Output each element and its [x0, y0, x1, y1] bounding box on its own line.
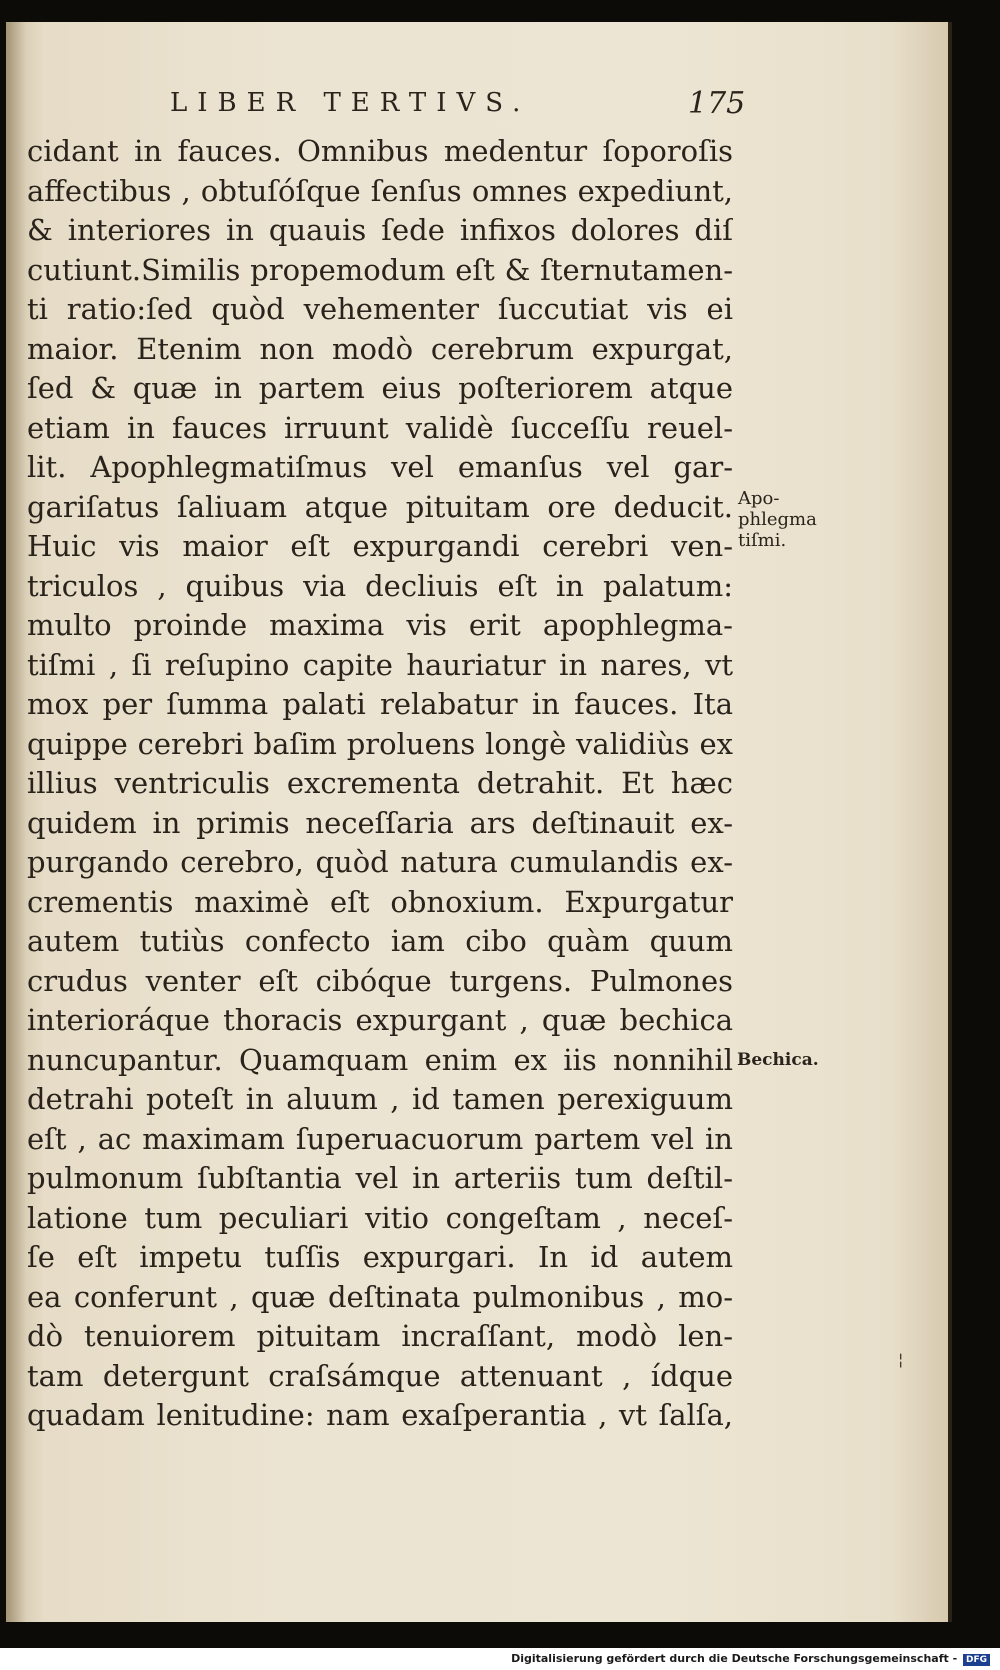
text-line: lit. Apophlegmatiſmus vel emanſus vel gar- — [27, 450, 733, 484]
dfg-logo-badge: DFG — [963, 1654, 990, 1666]
text-line: etiam in fauces irruunt validè ſucceſſu reuel- — [27, 410, 733, 445]
text-line: cidant in fauces. Omnibus medentur ſoporoſis — [27, 134, 733, 168]
text-line: dò tenuiorem pituitam incraſſant, modò len- — [27, 1319, 733, 1353]
text-line: nuncupantur. Quamquam enim ex iis nonnihil — [27, 1042, 733, 1077]
text-line: crudus venter eſt cibóque turgens. Pulmones — [27, 963, 733, 998]
text-line: multo proinde maxima vis erit apophlegma- — [27, 608, 733, 642]
text-line: Huic vis maior eſt expurgandi cerebri ven- — [27, 529, 733, 563]
footer-credit: Digitalisierung gefördert durch die Deutsche Forschungsgemeinschaft - — [511, 1652, 958, 1665]
text-line: quidem in primis neceſſaria ars deſtinauit ex- — [27, 805, 733, 840]
page-number: 175 — [688, 86, 746, 121]
text-line: interioráque thoracis expurgant , quæ bechica — [27, 1003, 733, 1037]
page-gutter-shadow — [6, 22, 26, 1622]
text-line: tiſmi , ſi reſupino capite hauriatur in nares, vt — [27, 647, 733, 682]
text-line: purgando cerebro, quòd natura cumulandis ex- — [27, 845, 733, 879]
text-line: mox per ſumma palati relabatur in fauces. Ita — [27, 687, 733, 721]
page-header — [0, 88, 1000, 128]
text-line: latione tum peculiari vitio congeſtam , neceſ- — [27, 1200, 733, 1235]
margin-note-bechica: Bechica. — [737, 1050, 819, 1070]
text-line: crementis maximè eſt obnoxium. Expurgatur — [27, 884, 733, 919]
text-line: ea conferunt , quæ deſtinata pulmonibus , mo- — [27, 1279, 733, 1314]
text-line: pulmonum ſubſtantia vel in arteriis tum deſtil- — [27, 1161, 733, 1195]
text-line: quippe cerebri baſim proluens longè validiùs ex — [27, 726, 733, 761]
text-line: ſed & quæ in partem eius poſteriorem atque — [27, 371, 733, 405]
digitization-footer — [0, 1652, 990, 1666]
text-line: autem tutiùs confecto iam cibo quàm quum — [27, 924, 733, 958]
text-line: maior. Etenim non modò cerebrum expurgat, — [27, 331, 733, 366]
text-line: illius ventriculis excrementa detrahit. Et hæc — [27, 766, 733, 800]
text-line: eſt , ac maximam ſuperuacuorum partem vel in — [27, 1121, 733, 1156]
text-line: quadam lenitudine: nam exaſperantia , vt ſalſa, — [27, 1398, 733, 1432]
margin-note-apophlegmatismi — [738, 488, 817, 551]
text-line: affectibus , obtuſóſque ſenſus omnes expediunt, — [27, 173, 733, 208]
text-line: ti ratio:ſed quòd vehementer ſuccutiat vis ei — [27, 292, 733, 326]
margin-note-line: Apo- — [738, 488, 780, 509]
text-line: tam detergunt craſsámque attenuant , ídque — [27, 1358, 733, 1393]
body-text — [27, 132, 733, 1436]
margin-note-line: tiſmi. — [738, 530, 787, 551]
stray-margin-mark: ¦ — [898, 1350, 904, 1369]
text-line: & interiores in quauis ſede infixos dolores diſ — [27, 213, 733, 247]
running-head: LIBER TERTIVS. — [170, 88, 531, 118]
text-line: triculos , quibus via decliuis eſt in palatum: — [27, 568, 733, 603]
text-line: cutiunt.Similis propemodum eſt & ſternutamen- — [27, 252, 733, 287]
text-line: ſe eſt impetu tuſſis expurgari. In id autem — [27, 1240, 733, 1274]
margin-note-line: phlegma — [738, 509, 817, 530]
text-line: detrahi poteſt in aluum , id tamen perexiguum — [27, 1082, 733, 1116]
text-line: gariſatus ſaliuam atque pituitam ore deducit. — [27, 489, 733, 524]
